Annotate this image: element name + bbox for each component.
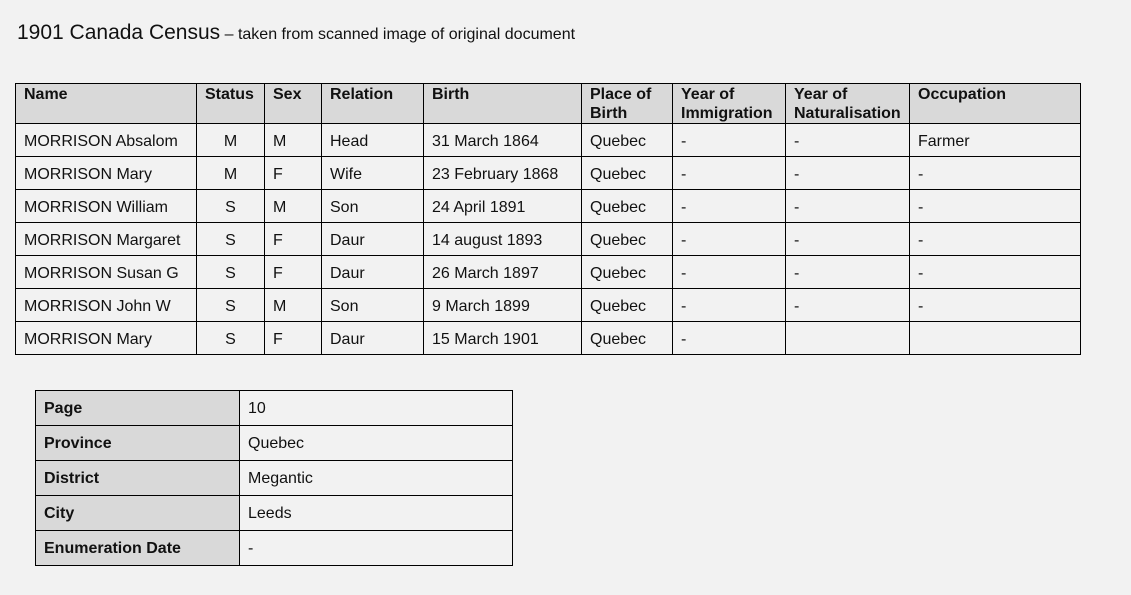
header-sex: Sex (265, 84, 322, 124)
cell-sex: F (265, 157, 322, 190)
summary-row (36, 496, 513, 531)
summary-row (36, 461, 513, 496)
cell-year-of-naturalisation: - (786, 256, 910, 289)
header-name: Name (16, 84, 197, 124)
summary-row (36, 391, 513, 426)
cell-occupation: - (910, 190, 1081, 223)
cell-year-of-immigration: - (673, 157, 786, 190)
table-row (16, 289, 1081, 322)
cell-place-of-birth: Quebec (582, 322, 673, 355)
census-body (16, 124, 1081, 355)
summary-table (35, 390, 513, 566)
cell-relation: Daur (322, 322, 424, 355)
cell-relation: Daur (322, 223, 424, 256)
table-row (16, 157, 1081, 190)
cell-birth: 23 February 1868 (424, 157, 582, 190)
summary-value: Megantic (240, 461, 513, 496)
cell-occupation (910, 322, 1081, 355)
header-year-of-naturalisation: Year of Naturalisation (786, 84, 910, 124)
cell-year-of-naturalisation: - (786, 223, 910, 256)
cell-place-of-birth: Quebec (582, 289, 673, 322)
cell-year-of-immigration: - (673, 124, 786, 157)
table-row (16, 322, 1081, 355)
cell-relation: Wife (322, 157, 424, 190)
cell-place-of-birth: Quebec (582, 223, 673, 256)
cell-relation: Son (322, 190, 424, 223)
cell-status: S (197, 190, 265, 223)
cell-sex: F (265, 322, 322, 355)
cell-place-of-birth: Quebec (582, 124, 673, 157)
cell-name: MORRISON Mary (16, 322, 197, 355)
cell-year-of-naturalisation (786, 322, 910, 355)
cell-year-of-naturalisation: - (786, 124, 910, 157)
cell-status: S (197, 223, 265, 256)
header-year-of-immigration: Year of Immigration (673, 84, 786, 124)
summary-value: 10 (240, 391, 513, 426)
title-subtitle: – taken from scanned image of original document (224, 26, 576, 43)
cell-status: M (197, 124, 265, 157)
cell-place-of-birth: Quebec (582, 256, 673, 289)
cell-birth: 31 March 1864 (424, 124, 582, 157)
cell-occupation: - (910, 289, 1081, 322)
cell-status: M (197, 157, 265, 190)
cell-year-of-immigration: - (673, 223, 786, 256)
cell-name: MORRISON Mary (16, 157, 197, 190)
page-title (17, 21, 575, 45)
cell-place-of-birth: Quebec (582, 157, 673, 190)
summary-label: Enumeration Date (36, 531, 240, 566)
title-main: 1901 Canada Census (17, 21, 221, 44)
cell-relation: Head (322, 124, 424, 157)
cell-sex: M (265, 289, 322, 322)
cell-name: MORRISON Margaret (16, 223, 197, 256)
cell-occupation: - (910, 256, 1081, 289)
cell-birth: 9 March 1899 (424, 289, 582, 322)
summary-value: - (240, 531, 513, 566)
cell-birth: 26 March 1897 (424, 256, 582, 289)
cell-sex: M (265, 124, 322, 157)
table-row (16, 223, 1081, 256)
cell-birth: 15 March 1901 (424, 322, 582, 355)
cell-place-of-birth: Quebec (582, 190, 673, 223)
census-header-row (16, 84, 1081, 124)
summary-label: City (36, 496, 240, 531)
summary-label: District (36, 461, 240, 496)
cell-relation: Son (322, 289, 424, 322)
cell-birth: 14 august 1893 (424, 223, 582, 256)
cell-name: MORRISON John W (16, 289, 197, 322)
summary-label: Province (36, 426, 240, 461)
cell-birth: 24 April 1891 (424, 190, 582, 223)
table-row (16, 124, 1081, 157)
cell-sex: M (265, 190, 322, 223)
cell-year-of-naturalisation: - (786, 289, 910, 322)
cell-sex: F (265, 256, 322, 289)
cell-relation: Daur (322, 256, 424, 289)
cell-year-of-naturalisation: - (786, 190, 910, 223)
header-birth: Birth (424, 84, 582, 124)
cell-sex: F (265, 223, 322, 256)
cell-status: S (197, 289, 265, 322)
cell-year-of-immigration: - (673, 322, 786, 355)
cell-year-of-immigration: - (673, 289, 786, 322)
summary-label: Page (36, 391, 240, 426)
summary-value: Quebec (240, 426, 513, 461)
summary-body (36, 391, 513, 566)
header-place-of-birth: Place of Birth (582, 84, 673, 124)
cell-occupation: - (910, 157, 1081, 190)
table-row (16, 190, 1081, 223)
cell-year-of-immigration: - (673, 190, 786, 223)
summary-row (36, 426, 513, 461)
summary-value: Leeds (240, 496, 513, 531)
cell-year-of-naturalisation: - (786, 157, 910, 190)
cell-status: S (197, 322, 265, 355)
cell-occupation: - (910, 223, 1081, 256)
cell-name: MORRISON Susan G (16, 256, 197, 289)
cell-name: MORRISON Absalom (16, 124, 197, 157)
cell-name: MORRISON William (16, 190, 197, 223)
cell-status: S (197, 256, 265, 289)
cell-occupation: Farmer (910, 124, 1081, 157)
header-status: Status (197, 84, 265, 124)
header-relation: Relation (322, 84, 424, 124)
summary-row (36, 531, 513, 566)
cell-year-of-immigration: - (673, 256, 786, 289)
header-occupation: Occupation (910, 84, 1081, 124)
table-row (16, 256, 1081, 289)
census-table (15, 83, 1081, 355)
